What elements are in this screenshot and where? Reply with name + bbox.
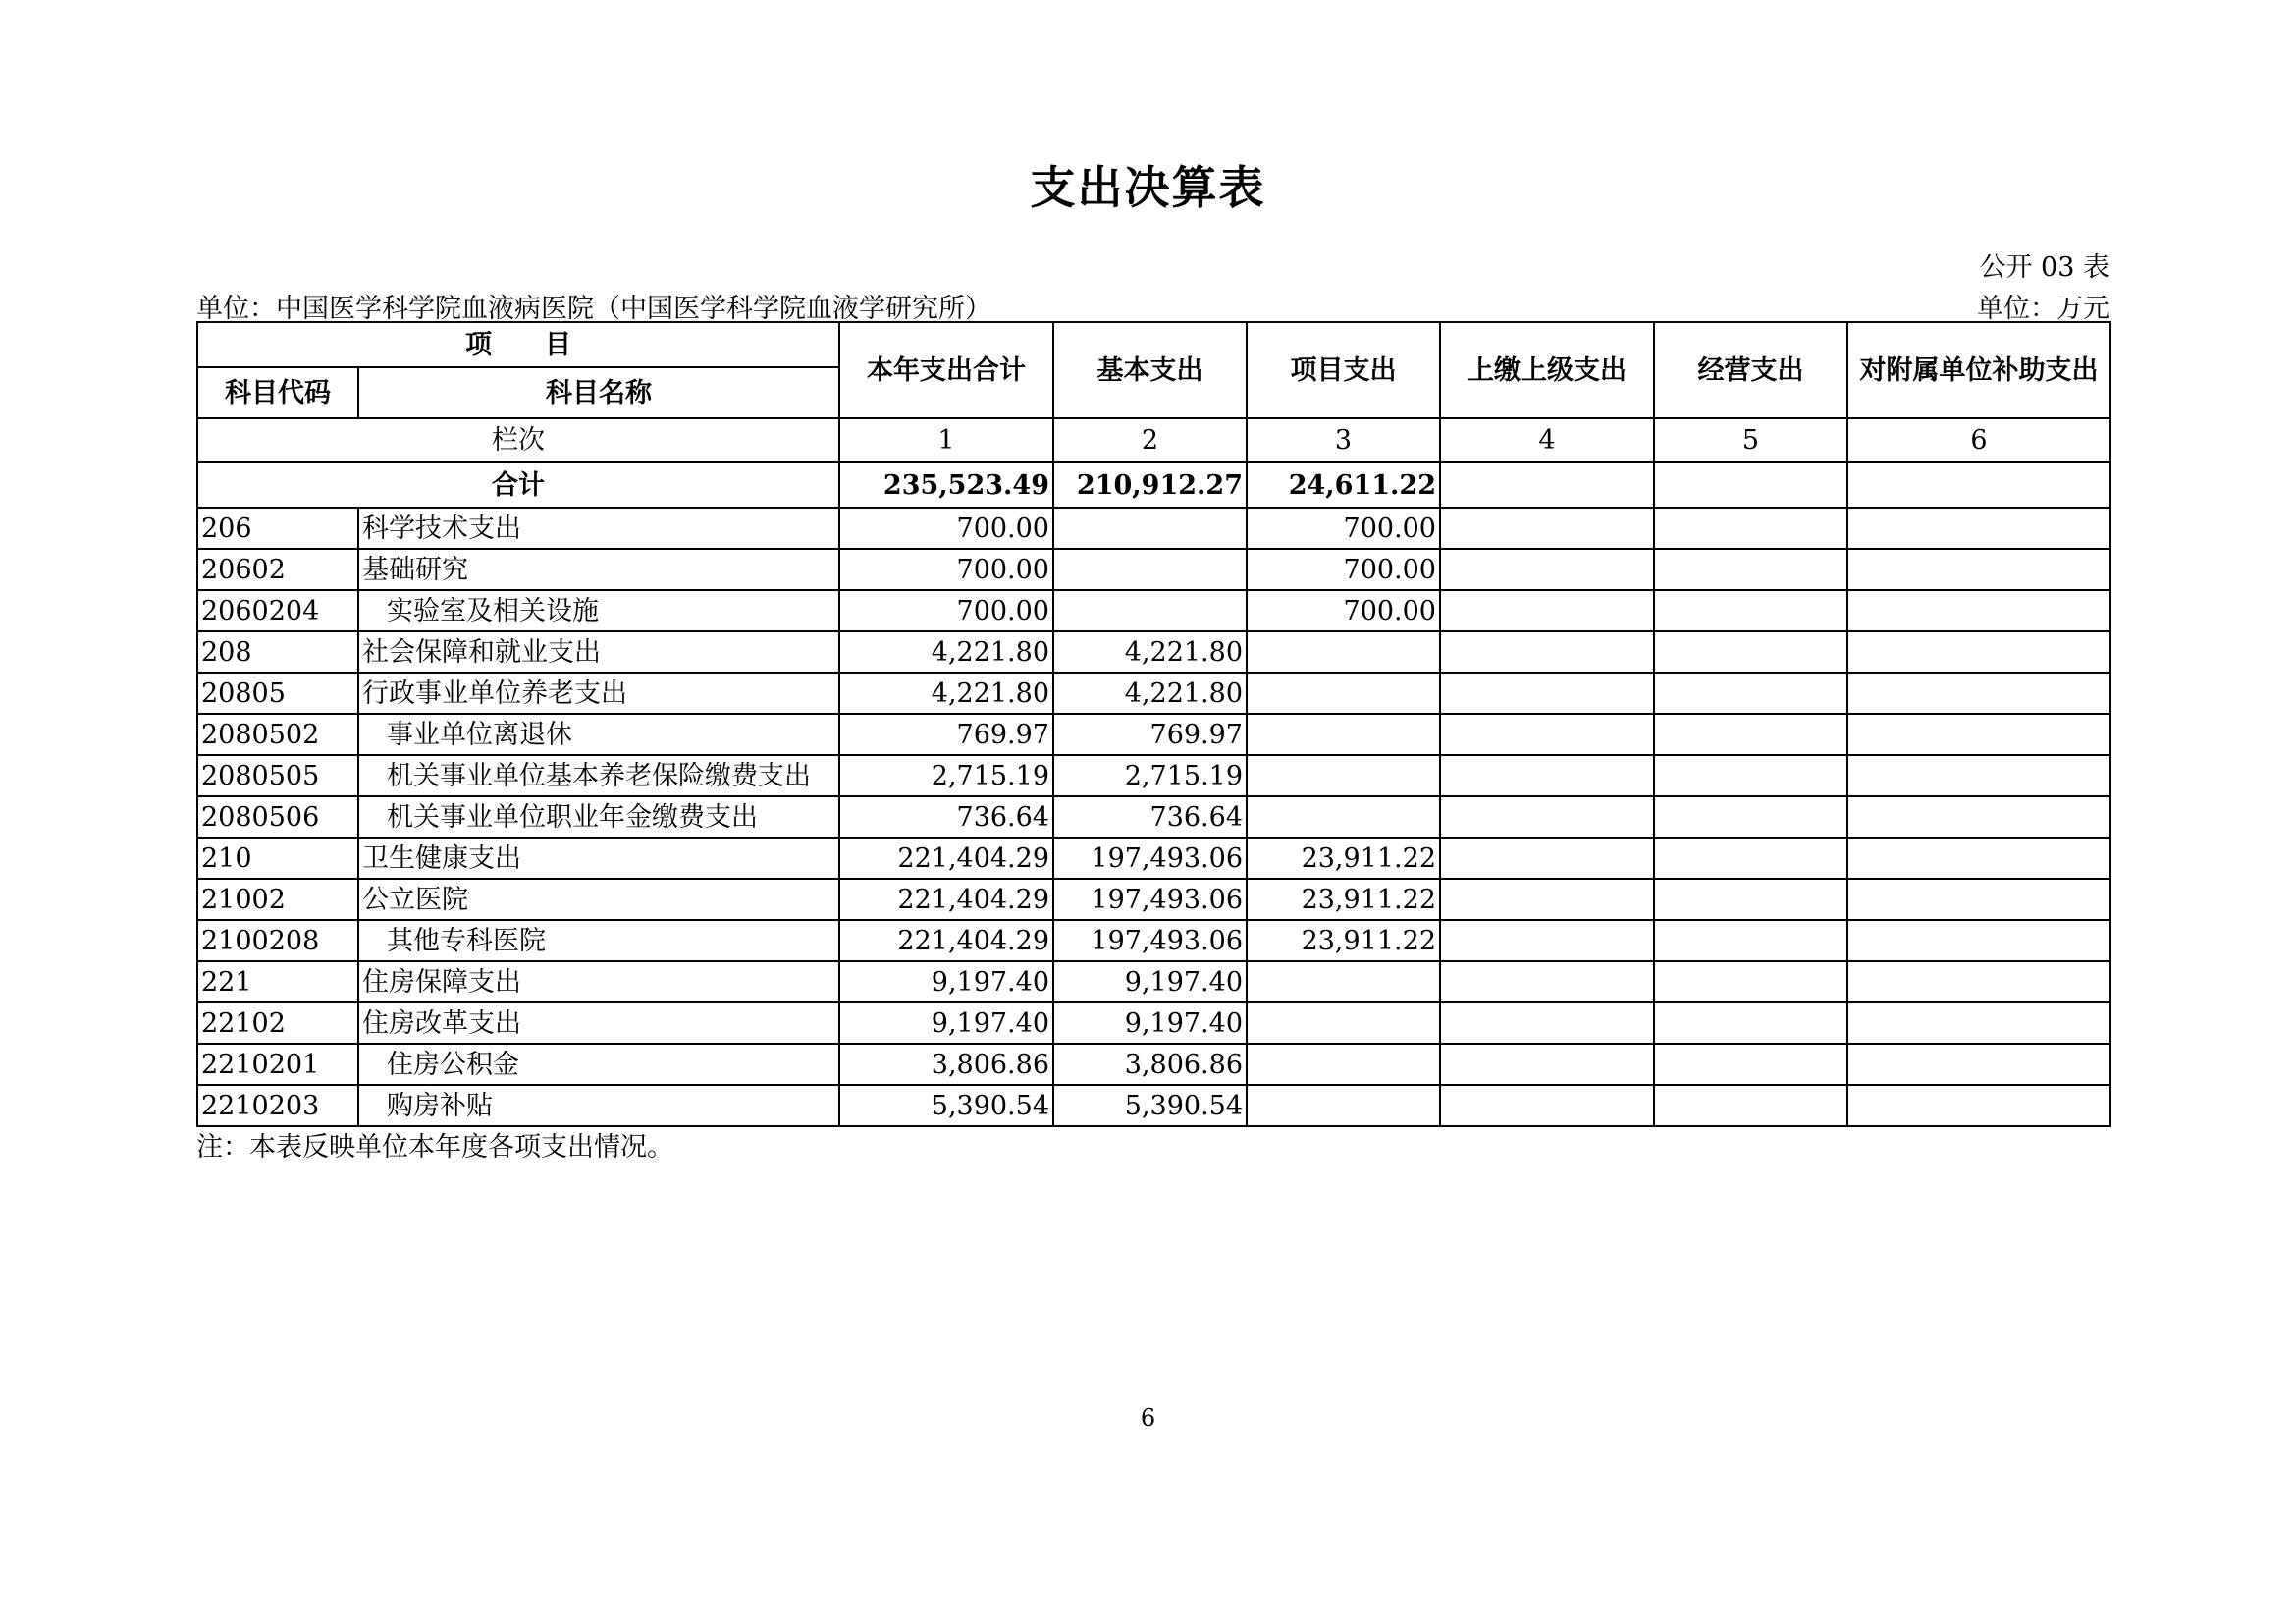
cell-subsidy (1847, 1085, 2110, 1126)
summary-upper (1440, 462, 1654, 508)
table-note: 注：本表反映单位本年度各项支出情况。 (196, 1132, 673, 1163)
cell-subsidy (1847, 1002, 2110, 1044)
cell-business (1654, 1085, 1847, 1126)
cell-business (1654, 508, 1847, 549)
cell-subsidy (1847, 631, 2110, 673)
cell-upper (1440, 879, 1654, 920)
cell-total: 736.64 (839, 796, 1053, 838)
cell-project (1247, 673, 1440, 714)
cell-upper (1440, 838, 1654, 879)
table-row (197, 1002, 2110, 1044)
table-row (197, 590, 2110, 631)
cell-basic: 197,493.06 (1053, 879, 1247, 920)
cell-name: 事业单位离退休 (358, 714, 839, 755)
cell-project (1247, 755, 1440, 796)
table-row (197, 508, 2110, 549)
cell-total: 700.00 (839, 508, 1053, 549)
cell-basic: 769.97 (1053, 714, 1247, 755)
column-index-3: 3 (1247, 418, 1440, 462)
cell-project (1247, 961, 1440, 1002)
cell-business (1654, 1002, 1847, 1044)
column-index-4: 4 (1440, 418, 1654, 462)
cell-total: 4,221.80 (839, 673, 1053, 714)
cell-subsidy (1847, 590, 2110, 631)
cell-code: 20805 (197, 673, 358, 714)
page-title: 支出决算表 (1030, 161, 1266, 214)
table-row (197, 838, 2110, 879)
cell-upper (1440, 1044, 1654, 1085)
table-row (197, 549, 2110, 590)
header-upper: 上缴上级支出 (1440, 322, 1654, 418)
cell-subsidy (1847, 1044, 2110, 1085)
reporting-unit: 单位：中国医学科学院血液病医院（中国医学科学院血液学研究所） (196, 294, 991, 324)
cell-project (1247, 631, 1440, 673)
cell-basic: 2,715.19 (1053, 755, 1247, 796)
cell-business (1654, 714, 1847, 755)
cell-total: 9,197.40 (839, 1002, 1053, 1044)
header-project: 项目支出 (1247, 322, 1440, 418)
cell-total: 5,390.54 (839, 1085, 1053, 1126)
cell-subsidy (1847, 673, 2110, 714)
cell-name: 住房改革支出 (358, 1002, 839, 1044)
table-row (197, 631, 2110, 673)
column-index-1: 1 (839, 418, 1053, 462)
cell-subsidy (1847, 879, 2110, 920)
table-row (197, 920, 2110, 961)
cell-upper (1440, 920, 1654, 961)
cell-name: 住房公积金 (358, 1044, 839, 1085)
cell-name: 基础研究 (358, 549, 839, 590)
header-basic: 基本支出 (1053, 322, 1247, 418)
cell-code: 20602 (197, 549, 358, 590)
table-number: 公开 03 表 (1979, 252, 2109, 283)
cell-business (1654, 590, 1847, 631)
cell-project: 700.00 (1247, 508, 1440, 549)
cell-basic: 3,806.86 (1053, 1044, 1247, 1085)
summary-project: 24,611.22 (1247, 462, 1440, 508)
cell-upper (1440, 1085, 1654, 1126)
cell-name: 卫生健康支出 (358, 838, 839, 879)
summary-total: 235,523.49 (839, 462, 1053, 508)
cell-subsidy (1847, 714, 2110, 755)
cell-business (1654, 961, 1847, 1002)
table-row (197, 796, 2110, 838)
cell-project (1247, 1085, 1440, 1126)
header-business: 经营支出 (1654, 322, 1847, 418)
cell-basic: 9,197.40 (1053, 1002, 1247, 1044)
cell-total: 769.97 (839, 714, 1053, 755)
cell-business (1654, 1044, 1847, 1085)
table-row (197, 1085, 2110, 1126)
cell-code: 2210201 (197, 1044, 358, 1085)
cell-name: 机关事业单位职业年金缴费支出 (358, 796, 839, 838)
table-body (197, 508, 2110, 1126)
cell-name: 购房补贴 (358, 1085, 839, 1126)
cell-total: 3,806.86 (839, 1044, 1053, 1085)
cell-subsidy (1847, 508, 2110, 549)
cell-subsidy (1847, 838, 2110, 879)
cell-code: 2080506 (197, 796, 358, 838)
cell-total: 9,197.40 (839, 961, 1053, 1002)
cell-total: 221,404.29 (839, 838, 1053, 879)
cell-code: 2080505 (197, 755, 358, 796)
cell-upper (1440, 549, 1654, 590)
cell-total: 221,404.29 (839, 920, 1053, 961)
cell-upper (1440, 714, 1654, 755)
cell-basic (1053, 508, 1247, 549)
cell-basic: 4,221.80 (1053, 631, 1247, 673)
table-row (197, 714, 2110, 755)
cell-code: 2080502 (197, 714, 358, 755)
cell-name: 机关事业单位基本养老保险缴费支出 (358, 755, 839, 796)
cell-name: 其他专科医院 (358, 920, 839, 961)
cell-code: 21002 (197, 879, 358, 920)
cell-business (1654, 673, 1847, 714)
cell-subsidy (1847, 796, 2110, 838)
expenditure-table (196, 321, 2111, 1127)
cell-subsidy (1847, 755, 2110, 796)
cell-upper (1440, 673, 1654, 714)
cell-code: 2060204 (197, 590, 358, 631)
cell-basic: 197,493.06 (1053, 920, 1247, 961)
page-number: 6 (1140, 1404, 1156, 1432)
cell-business (1654, 920, 1847, 961)
cell-total: 4,221.80 (839, 631, 1053, 673)
cell-code: 210 (197, 838, 358, 879)
cell-basic: 197,493.06 (1053, 838, 1247, 879)
cell-upper (1440, 508, 1654, 549)
header-name: 科目名称 (358, 367, 839, 418)
table-row (197, 673, 2110, 714)
cell-total: 2,715.19 (839, 755, 1053, 796)
cell-code: 221 (197, 961, 358, 1002)
header-item: 项 目 (197, 322, 839, 367)
cell-name: 住房保障支出 (358, 961, 839, 1002)
cell-business (1654, 838, 1847, 879)
cell-name: 公立医院 (358, 879, 839, 920)
cell-basic (1053, 590, 1247, 631)
cell-code: 206 (197, 508, 358, 549)
cell-project: 23,911.22 (1247, 920, 1440, 961)
cell-business (1654, 879, 1847, 920)
currency-unit: 单位：万元 (1977, 294, 2109, 324)
summary-label: 合计 (197, 462, 839, 508)
cell-upper (1440, 590, 1654, 631)
header-total: 本年支出合计 (839, 322, 1053, 418)
cell-subsidy (1847, 920, 2110, 961)
cell-project: 700.00 (1247, 590, 1440, 631)
summary-subsidy (1847, 462, 2110, 508)
cell-project (1247, 1044, 1440, 1085)
cell-project: 23,911.22 (1247, 879, 1440, 920)
cell-total: 221,404.29 (839, 879, 1053, 920)
cell-upper (1440, 961, 1654, 1002)
cell-name: 科学技术支出 (358, 508, 839, 549)
table-row (197, 755, 2110, 796)
column-index-2: 2 (1053, 418, 1247, 462)
cell-project (1247, 796, 1440, 838)
cell-business (1654, 631, 1847, 673)
cell-upper (1440, 1002, 1654, 1044)
cell-project: 700.00 (1247, 549, 1440, 590)
cell-project: 23,911.22 (1247, 838, 1440, 879)
cell-code: 2210203 (197, 1085, 358, 1126)
cell-upper (1440, 631, 1654, 673)
cell-code: 208 (197, 631, 358, 673)
column-index-6: 6 (1847, 418, 2110, 462)
header-subsidy: 对附属单位补助支出 (1847, 322, 2110, 418)
cell-basic: 5,390.54 (1053, 1085, 1247, 1126)
cell-project (1247, 714, 1440, 755)
cell-business (1654, 796, 1847, 838)
cell-name: 实验室及相关设施 (358, 590, 839, 631)
summary-basic: 210,912.27 (1053, 462, 1247, 508)
cell-code: 2100208 (197, 920, 358, 961)
cell-business (1654, 549, 1847, 590)
cell-basic (1053, 549, 1247, 590)
cell-business (1654, 755, 1847, 796)
cell-upper (1440, 755, 1654, 796)
header-code: 科目代码 (197, 367, 358, 418)
cell-basic: 736.64 (1053, 796, 1247, 838)
cell-project (1247, 1002, 1440, 1044)
cell-name: 社会保障和就业支出 (358, 631, 839, 673)
cell-name: 行政事业单位养老支出 (358, 673, 839, 714)
cell-upper (1440, 796, 1654, 838)
cell-subsidy (1847, 961, 2110, 1002)
cell-subsidy (1847, 549, 2110, 590)
column-index-label: 栏次 (197, 418, 839, 462)
table-row (197, 961, 2110, 1002)
table-row (197, 1044, 2110, 1085)
column-index-5: 5 (1654, 418, 1847, 462)
summary-business (1654, 462, 1847, 508)
cell-total: 700.00 (839, 590, 1053, 631)
cell-code: 22102 (197, 1002, 358, 1044)
cell-basic: 9,197.40 (1053, 961, 1247, 1002)
table-row (197, 879, 2110, 920)
cell-total: 700.00 (839, 549, 1053, 590)
cell-basic: 4,221.80 (1053, 673, 1247, 714)
